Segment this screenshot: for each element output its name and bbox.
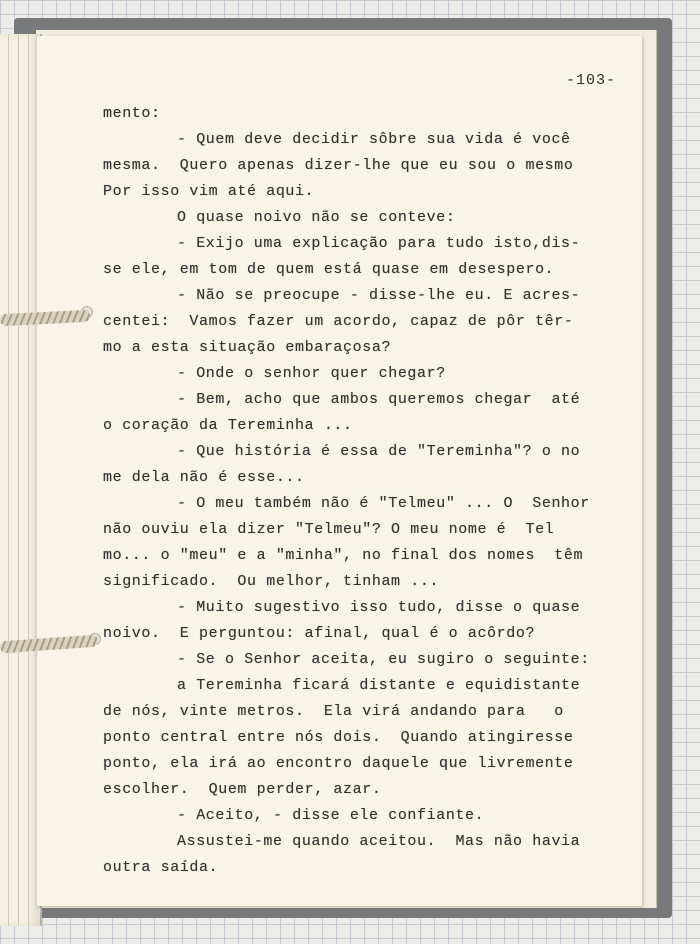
text-line: - Quem deve decidir sôbre sua vida é você: [177, 131, 571, 148]
text-line: se ele, em tom de quem está quase em desespero.: [103, 261, 555, 278]
page-number: -103-: [565, 72, 616, 89]
text-line: - Onde o senhor quer chegar?: [177, 365, 446, 382]
text-line: Assustei-me quando aceitou. Mas não havia: [177, 833, 581, 850]
text-line: de nós, vinte metros. Ela virá andando para o: [103, 703, 564, 720]
typed-page: [36, 36, 642, 906]
text-line: mesma. Quero apenas dizer-lhe que eu sou o mesmo: [103, 157, 574, 174]
text-line: - Bem, acho que ambos queremos chegar até: [177, 391, 581, 408]
page-edge: [18, 34, 19, 926]
text-line: centei: Vamos fazer um acordo, capaz de pôr têr-: [103, 313, 574, 330]
text-line: não ouviu ela dizer "Telmeu"? O meu nome é Tel: [103, 521, 555, 538]
text-line: outra saída.: [103, 859, 219, 876]
text-line: O quase noivo não se conteve:: [177, 209, 456, 226]
page-edge: [8, 34, 9, 926]
text-line: mo... o "meu" e a "minha", no final dos nomes têm: [103, 547, 584, 564]
text-line: ponto, ela irá ao encontro daquele que livremente: [103, 755, 574, 772]
text-line: noivo. E perguntou: afinal, qual é o acôrdo?: [103, 625, 536, 642]
text-line: a Tereminha ficará distante e equidistante: [177, 677, 581, 694]
text-line: - Que história é essa de "Tereminha"? o no: [177, 443, 581, 460]
text-line: - Não se preocupe - disse-lhe eu. E acres-: [177, 287, 581, 304]
typed-text-body: [103, 101, 633, 881]
text-line: - Exijo uma explicação para tudo isto,dis-: [177, 235, 581, 252]
text-line: significado. Ou melhor, tinham ...: [103, 573, 440, 590]
text-line: Por isso vim até aqui.: [103, 183, 315, 200]
page-edge: [28, 34, 29, 926]
text-line: me dela não é esse...: [103, 469, 305, 486]
text-line: - Se o Senhor aceita, eu sugiro o seguinte:: [177, 651, 590, 668]
text-line: mo a esta situação embaraçosa?: [103, 339, 392, 356]
text-line: mento:: [103, 105, 161, 122]
text-line: o coração da Tereminha ...: [103, 417, 353, 434]
text-line: ponto central entre nós dois. Quando atingiresse: [103, 729, 574, 746]
text-line: escolher. Quem perder, azar.: [103, 781, 382, 798]
text-line: - Aceito, - disse ele confiante.: [177, 807, 485, 824]
text-line: - Muito sugestivo isso tudo, disse o quase: [177, 599, 581, 616]
text-line: - O meu também não é "Telmeu" ... O Senhor: [177, 495, 590, 512]
